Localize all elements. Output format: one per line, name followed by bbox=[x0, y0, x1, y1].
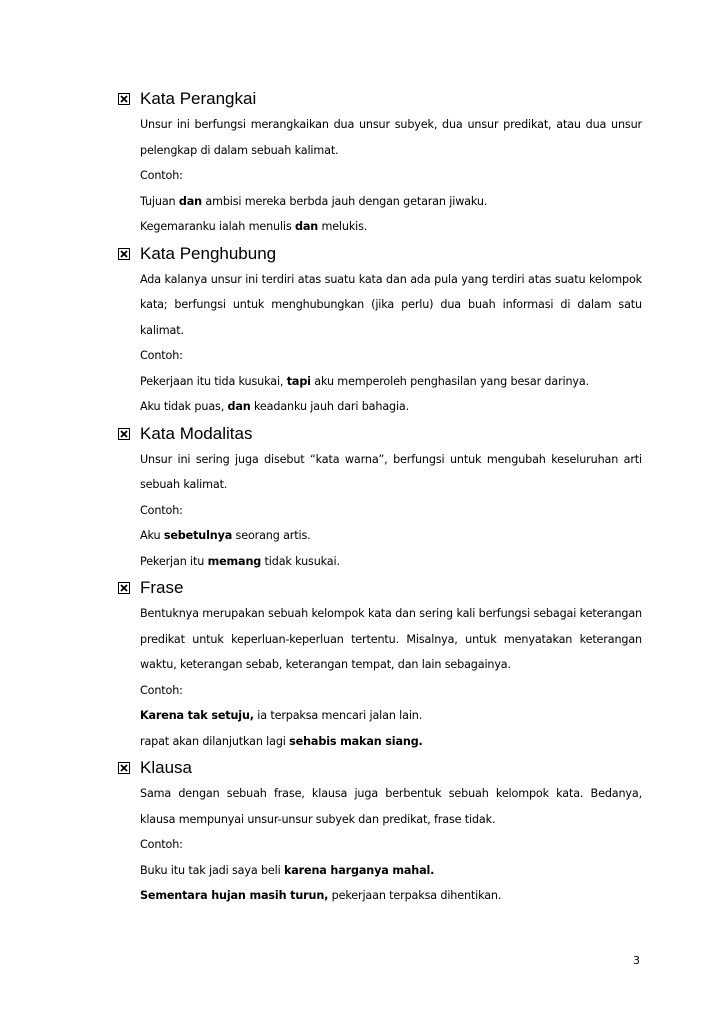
example-label: Contoh: bbox=[140, 838, 183, 851]
section-title: Kata Penghubung bbox=[140, 243, 277, 263]
section-description: Unsur ini berfungsi merangkaikan dua unsur subyek, dua unsur predikat, atau dua unsur pelengkap di dalam sebuah kalimat. bbox=[140, 118, 642, 157]
example-sentence: Karena tak setuju, ia terpaksa mencari jalan lain. bbox=[140, 709, 423, 722]
example-sentence: Tujuan dan ambisi mereka berbda jauh dengan getaran jiwaku. bbox=[140, 194, 488, 208]
section-title: Kata Perangkai bbox=[140, 89, 257, 108]
checked-box-icon bbox=[118, 248, 130, 260]
example-label: Contoh: bbox=[140, 349, 183, 362]
section-title: Klausa bbox=[140, 758, 192, 777]
example-label: Contoh: bbox=[140, 169, 183, 182]
checked-box-icon bbox=[118, 428, 130, 440]
checked-box-icon bbox=[118, 762, 130, 774]
content-area bbox=[118, 86, 642, 909]
page-number: 3 bbox=[633, 954, 640, 967]
checked-box-icon bbox=[118, 93, 130, 105]
section-title: Kata Modalitas bbox=[140, 423, 253, 443]
section-heading bbox=[118, 86, 642, 112]
example-sentence: rapat akan dilanjutkan lagi sehabis makan siang. bbox=[140, 734, 423, 748]
section-frase bbox=[118, 575, 642, 754]
section-heading bbox=[118, 241, 642, 267]
section-title: Frase bbox=[140, 578, 184, 597]
example-label: Contoh: bbox=[140, 503, 183, 517]
section-kata-perangkai bbox=[118, 86, 642, 240]
section-kata-penghubung bbox=[118, 241, 642, 420]
example-sentence: Pekerjaan itu tida kusukai, tapi aku memperoleh penghasilan yang besar darinya. bbox=[140, 374, 590, 388]
example-label: Contoh: bbox=[140, 683, 183, 697]
example-sentence: Aku tidak puas, dan keadanku jauh dari bahagia. bbox=[140, 400, 410, 413]
example-sentence: Kegemaranku ialah menulis dan melukis. bbox=[140, 220, 368, 233]
section-heading bbox=[118, 755, 642, 781]
example-sentence: Pekerjan itu memang tidak kusukai. bbox=[140, 554, 340, 568]
section-description: Unsur ini sering juga disebut “kata warna”, berfungsi untuk mengubah keseluruhan arti sebuah kalimat. bbox=[140, 452, 642, 491]
section-description: Bentuknya merupakan sebuah kelompok kata dan sering kali berfungsi sebagai keterangan predikat untuk keperluan-keperluan tertentu. Misalnya, untuk menyatakan keterangan waktu, keterangan sebab, keterangan tempat, dan lain sebagainya. bbox=[140, 607, 642, 671]
section-description: Ada kalanya unsur ini terdiri atas suatu kata dan ada pula yang terdiri atas suatu kelompok kata; berfungsi untuk menghubungkan (jika perlu) dua buah informasi di dalam satu kalimat. bbox=[140, 272, 642, 337]
checked-box-icon bbox=[118, 582, 130, 594]
section-klausa bbox=[118, 755, 642, 909]
section-description: Sama dengan sebuah frase, klausa juga berbentuk sebuah kelompok kata. Bedanya, klausa mempunyai unsur-unsur subyek dan predikat, frase tidak. bbox=[140, 787, 642, 826]
section-heading bbox=[118, 421, 642, 447]
example-sentence: Aku sebetulnya seorang artis. bbox=[140, 529, 311, 542]
section-heading bbox=[118, 575, 642, 601]
example-sentence: Buku itu tak jadi saya beli karena harganya mahal. bbox=[140, 863, 435, 877]
example-sentence: Sementara hujan masih turun, pekerjaan terpaksa dihentikan. bbox=[140, 889, 502, 902]
section-kata-modalitas bbox=[118, 421, 642, 575]
